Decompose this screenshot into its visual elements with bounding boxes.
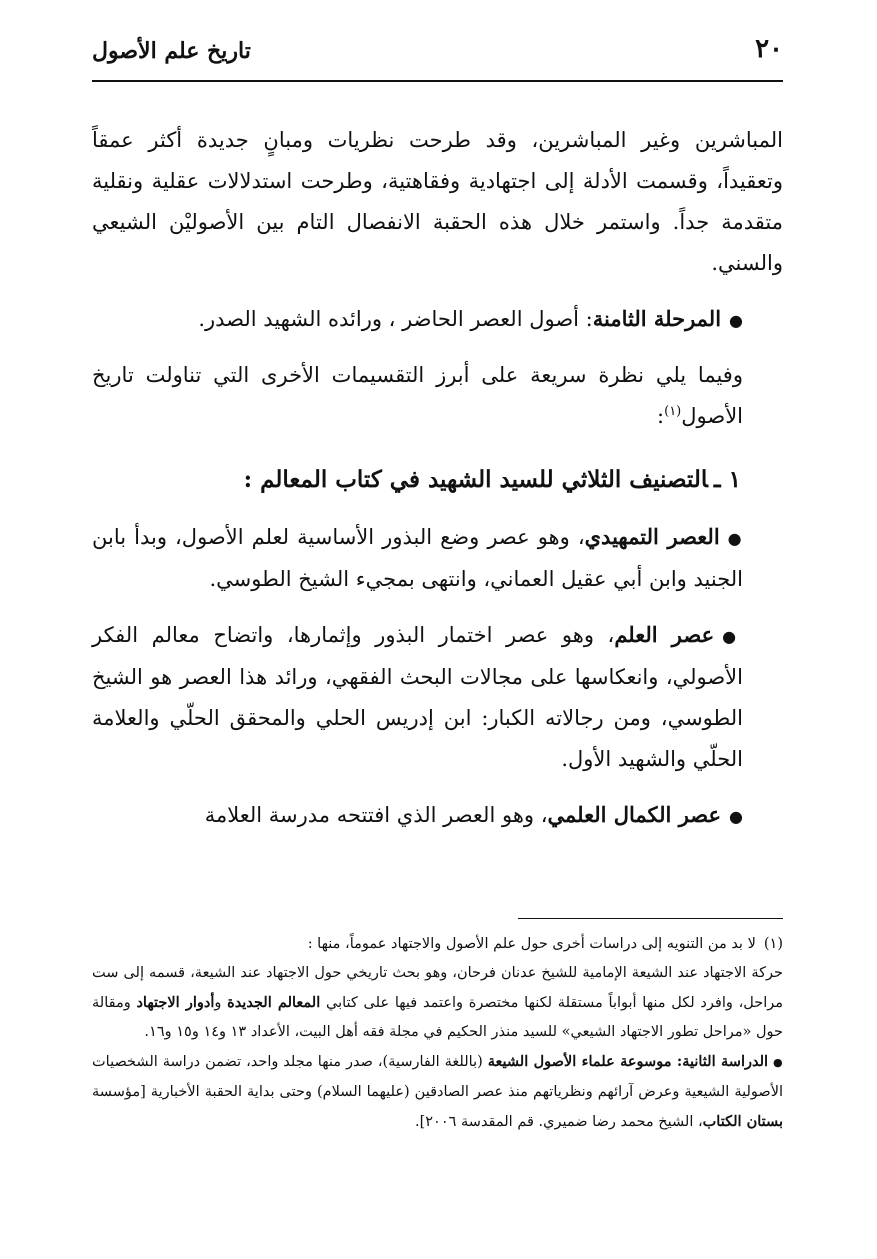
footnote-reference: (١) [664, 404, 682, 419]
intro-tail: : [657, 404, 665, 428]
section-heading [92, 459, 741, 500]
footnote-intro [92, 930, 783, 959]
era-perfection-text: ، وهو العصر الذي افتتحه مدرسة العلامة [204, 803, 548, 827]
section-heading-text: التصنيف الثلاثي للسيد الشهيد في كتاب المعالم : [243, 466, 708, 493]
bullet-icon: ● [727, 529, 743, 548]
section-heading-number: ١ ـ [713, 466, 741, 493]
second-study-label: الدراسة الثانية: موسوعة علماء الأصول الشيعة [487, 1053, 769, 1070]
second-study-tail: ، الشيخ محمد رضا ضميري. قم المقدسة ٢٠٠٦]. [414, 1114, 703, 1130]
running-title: تاريخ علم الأصول [92, 38, 251, 64]
book-title-adwar: أدوار الاجتهاد [136, 994, 215, 1011]
second-study-text: (باللغة الفارسية)، صدر منها مجلد واحد، تضمن دراسة الشخصيات الأصولية الشيعية وعرض آرائهم ونظرياتهم منذ عصر الصادقين (عليهما السلام) وحتى بداية الحقبة الأخبارية [مؤسسة [92, 1054, 783, 1100]
footnote-first-study [92, 959, 783, 1047]
main-text [92, 120, 783, 851]
bullet-icon: ● [773, 1056, 783, 1069]
footnote-marker: (١) [763, 936, 783, 952]
era-science-item [92, 614, 783, 780]
intro-paragraph [92, 355, 783, 437]
conjunction: و [214, 995, 228, 1011]
paragraph-continuation: المباشرين وغير المباشرين، وقد طرحت نظريات ومبانٍ جديدة أكثر عمقاً وتعقيداً، وقسمت الأدلة إلى اجتهادية وفقاهتية، وطرحت استدلالات عقلية ونقلية متقدمة جداً. واستمر خلال هذه الحقبة الانفصال التام بين الأصوليْن الشيعي والسني. [92, 128, 783, 275]
footnote-separator [518, 918, 783, 919]
era-introductory-text: ، وهو عصر وضع البذور الأساسية لعلم الأصول، وبدأ بابن الجنيد وابن أبي عقيل العماني، وانتهى بمجيء الشيخ الطوسي. [92, 525, 743, 591]
stage-eight-text: : أصول العصر الحاضر ، ورائده الشهيد الصدر. [198, 307, 593, 331]
era-introductory-label: العصر التمهيدي [584, 524, 720, 549]
bullet-icon: ● [729, 807, 743, 826]
era-science-text: ، وهو عصر اختمار البذور وإثمارها، واتضاح معالم الفكر الأصولي، وانعكاسها على مجالات البحث الفقهي، ورائد هذا العصر هو الشيخ الطوسي، ومن رجالاته الكبار: ابن إدريس الحلي والمحقق الحلّي والعلامة الحلّي والشهيد الأول. [92, 623, 743, 771]
footnote-intro-text: لا بد من التنويه إلى دراسات أخرى حول علم الأصول والاجتهاد عموماً، منها : [307, 936, 756, 952]
era-science-label: عصر العلم [614, 622, 715, 647]
bullet-icon: ● [722, 627, 743, 646]
footnote-second-study [92, 1047, 783, 1137]
page-header [92, 30, 783, 74]
era-perfection-item [92, 794, 783, 837]
intro-text: وفيما يلي نظرة سريعة على أبرز التقسيمات الأخرى التي تناولت تاريخ الأصول [92, 363, 743, 428]
book-title-maalim: المعالم الجديدة [227, 994, 321, 1011]
era-perfection-label: عصر الكمال العلمي [547, 802, 722, 827]
stage-eight-item [92, 298, 783, 341]
stage-eight-label: المرحلة الثامنة [592, 306, 722, 331]
footnotes [92, 930, 783, 1137]
footnote-first-study-tail: ومقالة حول «مراحل تطور الاجتهاد الشيعي» للسيد منذر الحكيم في مجلة فقه أهل البيت، الأعداد ١٣ و١٤ و١٥ و١٦. [92, 995, 783, 1040]
bullet-icon: ● [729, 311, 743, 330]
page-number: ٢٠ [755, 34, 783, 64]
footnote-first-study-text: حركة الاجتهاد عند الشيعة الإمامية للشيخ عدنان فرحان، وهو بحث تاريخي حول الاجتهاد عند الشيعة، قسمه إلى ست مراحل، وافرد لكل منها أبواباً مستقلة لكنها مختصرة واعتمد فيها على كتابي [92, 965, 784, 1011]
era-introductory-item [92, 516, 783, 600]
header-rule [92, 80, 783, 82]
publisher-name: بستان الكتاب [702, 1113, 783, 1130]
